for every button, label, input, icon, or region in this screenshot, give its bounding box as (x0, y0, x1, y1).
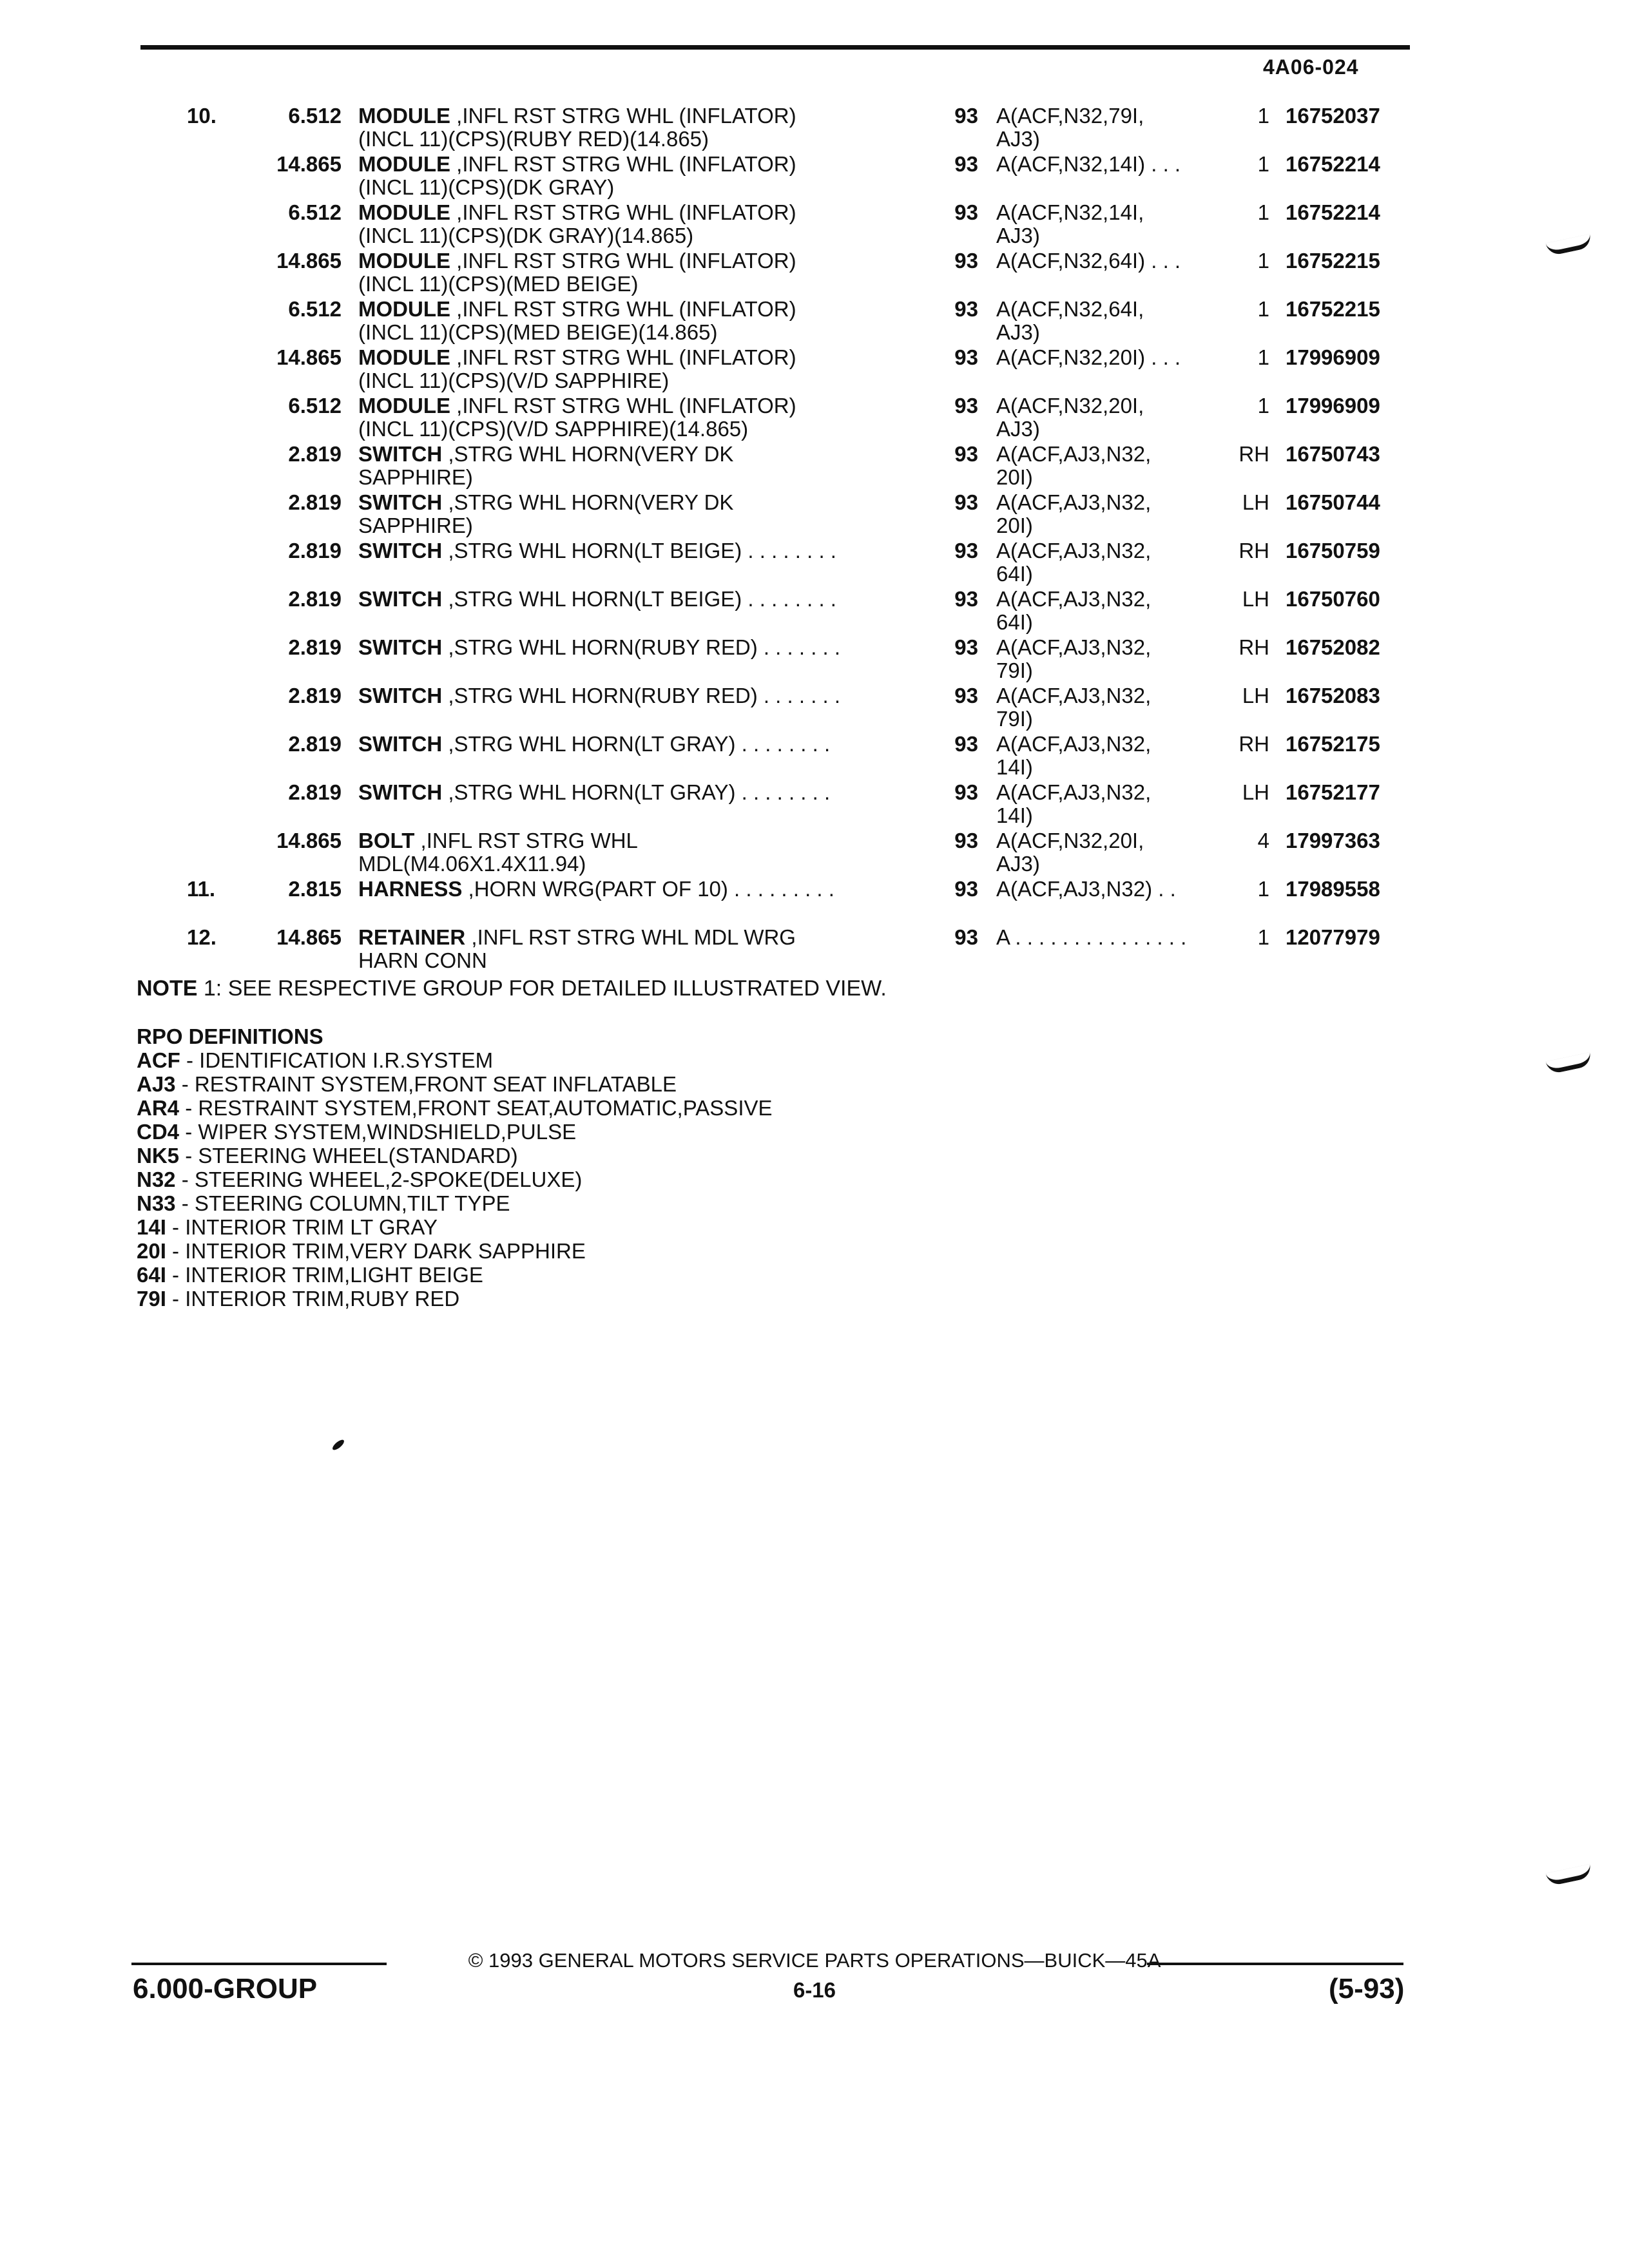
description (358, 298, 912, 344)
rpo-description: - INTERIOR TRIM,VERY DARK SAPPHIRE (166, 1239, 586, 1263)
usage-line-1: A(ACF,AJ3,N32, (996, 732, 1152, 756)
usage-line-1: A(ACF,AJ3,N32, (996, 442, 1152, 466)
description (358, 201, 912, 247)
item-number: 12. (187, 925, 217, 949)
model-year: 93 (954, 249, 978, 273)
description-line-2: (INCL 11)(CPS)(MED BEIGE)(14.865) (358, 320, 718, 344)
usage (996, 539, 1228, 586)
part-number: 16752083 (1286, 684, 1380, 707)
usage-line-2: 14I) (996, 755, 1033, 779)
part-number: 16752214 (1286, 200, 1380, 224)
quantity: LH (1242, 780, 1269, 804)
description-text: ,STRG WHL HORN(LT BEIGE) . . . . . . . . (442, 539, 836, 562)
part-number: 17997363 (1286, 829, 1380, 852)
usage-line-1: A(ACF,N32,64I, (996, 297, 1144, 321)
group-number: 2.819 (288, 635, 342, 659)
description-line-1 (358, 443, 912, 466)
group-number: 2.819 (288, 587, 342, 611)
usage-line-1: A(ACF,AJ3,N32, (996, 780, 1152, 804)
usage-line-1: A(ACF,N32,64I) . . . (996, 249, 1181, 273)
description-text: ,INFL RST STRG WHL (INFLATOR) (450, 345, 796, 369)
model-year: 93 (954, 200, 978, 224)
description-line-2: HARN CONN (358, 948, 487, 972)
usage-line-2: AJ3) (996, 852, 1040, 876)
footer-group: 6.000-GROUP (133, 1973, 318, 2004)
part-number: 16750743 (1286, 442, 1380, 466)
description-text: ,INFL RST STRG WHL (INFLATOR) (450, 249, 796, 273)
rpo-description: - RESTRAINT SYSTEM,FRONT SEAT,AUTOMATIC,PASSIVE (179, 1096, 773, 1120)
rpo-item (137, 1096, 773, 1120)
quantity: 1 (1257, 345, 1269, 369)
part-number: 17996909 (1286, 345, 1380, 369)
table-row (0, 491, 1629, 539)
quantity: RH (1239, 732, 1269, 756)
part-number: 17996909 (1286, 394, 1380, 418)
rpo-code: NK5 (137, 1144, 180, 1168)
rpo-description: - WIPER SYSTEM,WINDSHIELD,PULSE (179, 1120, 577, 1144)
table-row (0, 104, 1629, 153)
group-number: 2.819 (288, 539, 342, 562)
rpo-description: - STEERING WHEEL,2-SPOKE(DELUXE) (175, 1168, 583, 1191)
description-line-1 (358, 781, 912, 804)
usage (996, 201, 1228, 247)
description (358, 733, 912, 756)
description-line-1 (358, 153, 912, 176)
group-number: 2.819 (288, 780, 342, 804)
margin-tick-mark (1546, 1052, 1593, 1075)
usage-line-2: AJ3) (996, 417, 1040, 441)
model-year: 93 (954, 152, 978, 176)
usage (996, 636, 1228, 682)
usage-line-1: A(ACF,N32,20I, (996, 394, 1144, 418)
model-year: 93 (954, 877, 978, 901)
part-number: 16750760 (1286, 587, 1380, 611)
model-year: 93 (954, 587, 978, 611)
group-number: 2.819 (288, 442, 342, 466)
quantity: LH (1242, 684, 1269, 707)
rpo-description: - RESTRAINT SYSTEM,FRONT SEAT INFLATABLE (175, 1072, 677, 1096)
description-line-1 (358, 926, 912, 949)
usage (996, 298, 1228, 344)
description (358, 443, 912, 489)
margin-tick-mark (1546, 1864, 1593, 1887)
model-year: 93 (954, 394, 978, 418)
table-row (0, 781, 1629, 829)
model-year: 93 (954, 539, 978, 562)
part-number: 16750744 (1286, 490, 1380, 514)
description (358, 394, 912, 441)
group-number: 6.512 (288, 200, 342, 224)
rpo-code: CD4 (137, 1120, 180, 1144)
table-row (0, 539, 1629, 588)
model-year: 93 (954, 925, 978, 949)
rpo-code: AR4 (137, 1096, 180, 1120)
description (358, 878, 912, 901)
description-text: ,HORN WRG(PART OF 10) . . . . . . . . . (462, 877, 834, 901)
description-text: ,STRG WHL HORN(LT BEIGE) . . . . . . . . (442, 587, 836, 611)
table-row (0, 588, 1629, 636)
usage-line-2: 64I) (996, 562, 1033, 586)
description (358, 104, 912, 151)
quantity: 1 (1257, 925, 1269, 949)
description-line-1 (358, 878, 912, 901)
description-line-1 (358, 249, 912, 273)
part-number: 17989558 (1286, 877, 1380, 901)
description (358, 153, 912, 199)
description-line-2: (INCL 11)(CPS)(V/D SAPPHIRE) (358, 369, 670, 392)
rpo-description: - STEERING COLUMN,TILT TYPE (175, 1191, 510, 1215)
description-line-1 (358, 588, 912, 611)
quantity: RH (1239, 442, 1269, 466)
description (358, 588, 912, 611)
description-text: ,INFL RST STRG WHL (414, 829, 638, 852)
quantity: 1 (1257, 104, 1269, 128)
note-label: NOTE (137, 976, 198, 1001)
description-line-2: (INCL 11)(CPS)(V/D SAPPHIRE)(14.865) (358, 417, 749, 441)
description-line-1 (358, 829, 912, 852)
group-number: 6.512 (288, 104, 342, 128)
description-line-1 (358, 298, 912, 321)
part-number: 16752177 (1286, 780, 1380, 804)
rpo-description: - IDENTIFICATION I.R.SYSTEM (180, 1048, 494, 1072)
usage-line-2: 20I) (996, 514, 1033, 537)
part-number: 16752215 (1286, 297, 1380, 321)
description-line-2: (INCL 11)(CPS)(DK GRAY)(14.865) (358, 224, 694, 247)
quantity: 1 (1257, 297, 1269, 321)
group-number: 14.865 (276, 152, 342, 176)
usage-line-1: A(ACF,AJ3,N32, (996, 587, 1152, 611)
description-text: ,STRG WHL HORN(VERY DK (442, 490, 734, 514)
rpo-item (137, 1144, 773, 1168)
table-row (0, 201, 1629, 249)
rpo-code: 64I (137, 1263, 166, 1287)
copyright: © 1993 GENERAL MOTORS SERVICE PARTS OPERATIONS—BUICK—45A (468, 1949, 1161, 1972)
part-name: MODULE (358, 345, 450, 369)
part-name: SWITCH (358, 539, 443, 562)
note (137, 976, 887, 1001)
rpo-item (137, 1072, 773, 1096)
usage-line-2: AJ3) (996, 127, 1040, 151)
description (358, 539, 912, 562)
description-line-1 (358, 636, 912, 659)
table-row (0, 684, 1629, 733)
description-text: ,INFL RST STRG WHL (INFLATOR) (450, 200, 796, 224)
item-number: 11. (187, 877, 216, 901)
table-row (0, 878, 1629, 926)
description-line-2: SAPPHIRE) (358, 465, 473, 489)
rpo-code: N33 (137, 1191, 176, 1215)
usage-line-1: A(ACF,N32,79I, (996, 104, 1144, 128)
rpo-code: 14I (137, 1215, 166, 1239)
table-row (0, 733, 1629, 781)
group-number: 6.512 (288, 394, 342, 418)
usage-line-1: A(ACF,N32,14I) . . . (996, 152, 1181, 176)
rpo-item (137, 1120, 773, 1144)
part-name: SWITCH (358, 635, 443, 659)
part-name: MODULE (358, 104, 450, 128)
usage-line-1: A(ACF,N32,20I, (996, 829, 1144, 852)
description-line-1 (358, 491, 912, 514)
quantity: 1 (1257, 394, 1269, 418)
description (358, 829, 912, 876)
group-number: 2.819 (288, 684, 342, 707)
page-number: 6-16 (793, 1978, 836, 2002)
quantity: 1 (1257, 152, 1269, 176)
part-name: SWITCH (358, 780, 443, 804)
usage-line-1: A(ACF,N32,14I, (996, 200, 1144, 224)
description-text: ,STRG WHL HORN(LT GRAY) . . . . . . . . (442, 732, 831, 756)
description-line-2: (INCL 11)(CPS)(DK GRAY) (358, 175, 615, 199)
part-name: MODULE (358, 394, 450, 418)
item-number: 10. (187, 104, 217, 128)
group-number: 14.865 (276, 345, 342, 369)
usage (996, 781, 1228, 827)
part-name: SWITCH (358, 490, 443, 514)
ink-smudge (331, 1438, 346, 1452)
model-year: 93 (954, 104, 978, 128)
description-text: ,INFL RST STRG WHL (INFLATOR) (450, 152, 796, 176)
rpo-item (137, 1239, 773, 1263)
rpo-description: - INTERIOR TRIM,RUBY RED (166, 1287, 460, 1311)
part-name: BOLT (358, 829, 415, 852)
description-text: ,INFL RST STRG WHL (INFLATOR) (450, 297, 796, 321)
description-text: ,STRG WHL HORN(VERY DK (442, 442, 734, 466)
quantity: RH (1239, 635, 1269, 659)
model-year: 93 (954, 732, 978, 756)
description (358, 636, 912, 659)
usage-line-1: A(ACF,AJ3,N32, (996, 490, 1152, 514)
usage-line-2: 14I) (996, 803, 1033, 827)
description-text: ,INFL RST STRG WHL (INFLATOR) (450, 394, 796, 418)
usage (996, 733, 1228, 779)
description (358, 491, 912, 537)
part-name: MODULE (358, 152, 450, 176)
description-line-2: SAPPHIRE) (358, 514, 473, 537)
description-text: ,STRG WHL HORN(LT GRAY) . . . . . . . . (442, 780, 831, 804)
part-number: 16752037 (1286, 104, 1380, 128)
description (358, 926, 912, 972)
rpo-description: - STEERING WHEEL(STANDARD) (179, 1144, 518, 1168)
model-year: 93 (954, 442, 978, 466)
usage (996, 926, 1228, 949)
description-line-2: (INCL 11)(CPS)(MED BEIGE) (358, 272, 639, 296)
usage (996, 346, 1228, 369)
part-number: 16752215 (1286, 249, 1380, 273)
description-text: ,STRG WHL HORN(RUBY RED) . . . . . . . (442, 684, 841, 707)
rpo-item (137, 1215, 773, 1239)
parts-table (0, 104, 1629, 974)
group-number: 14.865 (276, 925, 342, 949)
quantity: RH (1239, 539, 1269, 562)
description-line-1 (358, 104, 912, 128)
usage-line-2: 64I) (996, 610, 1033, 634)
part-name: SWITCH (358, 732, 443, 756)
description-line-1 (358, 733, 912, 756)
description-line-1 (358, 394, 912, 418)
part-name: HARNESS (358, 877, 463, 901)
description (358, 249, 912, 296)
usage-line-1: A(ACF,AJ3,N32, (996, 684, 1152, 707)
usage-line-1: A(ACF,N32,20I) . . . (996, 345, 1181, 369)
usage-line-1: A(ACF,AJ3,N32) . . (996, 877, 1176, 901)
model-year: 93 (954, 297, 978, 321)
rpo-item (137, 1048, 773, 1072)
usage (996, 588, 1228, 634)
top-rule (140, 45, 1410, 50)
model-year: 93 (954, 345, 978, 369)
page-code: 4A06-024 (1263, 55, 1359, 79)
model-year: 93 (954, 490, 978, 514)
rpo-item (137, 1263, 773, 1287)
group-number: 2.819 (288, 732, 342, 756)
part-name: RETAINER (358, 925, 466, 949)
group-number: 2.819 (288, 490, 342, 514)
table-row (0, 298, 1629, 346)
quantity: 1 (1257, 877, 1269, 901)
usage (996, 878, 1228, 901)
rpo-description: - INTERIOR TRIM,LIGHT BEIGE (166, 1263, 483, 1287)
part-name: SWITCH (358, 587, 443, 611)
part-name: SWITCH (358, 684, 443, 707)
rpo-code: N32 (137, 1168, 176, 1191)
quantity: 1 (1257, 249, 1269, 273)
note-text: 1: SEE RESPECTIVE GROUP FOR DETAILED ILLUSTRATED VIEW. (197, 976, 887, 1001)
description-text: ,STRG WHL HORN(RUBY RED) . . . . . . . (442, 635, 841, 659)
table-row (0, 636, 1629, 684)
rpo-code: AJ3 (137, 1072, 176, 1096)
table-row (0, 249, 1629, 298)
usage-line-2: AJ3) (996, 320, 1040, 344)
table-row (0, 829, 1629, 878)
model-year: 93 (954, 635, 978, 659)
usage (996, 684, 1228, 731)
usage-line-1: A(ACF,AJ3,N32, (996, 539, 1152, 562)
group-number: 2.815 (288, 877, 342, 901)
rpo-title: RPO DEFINITIONS (137, 1024, 323, 1048)
model-year: 93 (954, 829, 978, 852)
description-text: ,INFL RST STRG WHL MDL WRG (465, 925, 796, 949)
usage (996, 104, 1228, 151)
description-line-1 (358, 346, 912, 369)
usage-line-2: 79I) (996, 658, 1033, 682)
rpo-code: 20I (137, 1239, 166, 1263)
part-number: 16752175 (1286, 732, 1380, 756)
description-line-1 (358, 201, 912, 224)
description-line-1 (358, 684, 912, 707)
group-number: 14.865 (276, 829, 342, 852)
usage-line-2: 79I) (996, 707, 1033, 731)
rpo-code: 79I (137, 1287, 166, 1311)
model-year: 93 (954, 780, 978, 804)
table-row (0, 346, 1629, 394)
description (358, 346, 912, 392)
usage (996, 443, 1228, 489)
part-number: 16752082 (1286, 635, 1380, 659)
quantity: LH (1242, 490, 1269, 514)
rpo-description: - INTERIOR TRIM LT GRAY (166, 1215, 438, 1239)
part-name: MODULE (358, 297, 450, 321)
rpo-list (137, 1048, 773, 1311)
description (358, 781, 912, 804)
rpo-item (137, 1168, 773, 1191)
part-number: 16752214 (1286, 152, 1380, 176)
description-line-1 (358, 539, 912, 562)
model-year: 93 (954, 684, 978, 707)
table-row (0, 394, 1629, 443)
part-name: SWITCH (358, 442, 443, 466)
quantity: 4 (1257, 829, 1269, 852)
usage-line-1: A . . . . . . . . . . . . . . . (996, 925, 1187, 949)
description (358, 684, 912, 707)
usage (996, 394, 1228, 441)
table-row (0, 153, 1629, 201)
rpo-item (137, 1287, 773, 1311)
part-number: 16750759 (1286, 539, 1380, 562)
table-row (0, 443, 1629, 491)
usage (996, 491, 1228, 537)
quantity: LH (1242, 587, 1269, 611)
group-number: 14.865 (276, 249, 342, 273)
group-number: 6.512 (288, 297, 342, 321)
part-name: MODULE (358, 249, 450, 273)
footer-date: (5-93) (1329, 1973, 1405, 2004)
part-name: MODULE (358, 200, 450, 224)
rpo-definitions (137, 1024, 773, 1311)
usage-line-2: 20I) (996, 465, 1033, 489)
usage-line-1: A(ACF,AJ3,N32, (996, 635, 1152, 659)
description-line-2: MDL(M4.06X1.4X11.94) (358, 852, 586, 876)
usage (996, 153, 1228, 176)
usage (996, 249, 1228, 273)
quantity: 1 (1257, 200, 1269, 224)
table-row (0, 926, 1629, 974)
part-number: 12077979 (1286, 925, 1380, 949)
usage-line-2: AJ3) (996, 224, 1040, 247)
description-line-2: (INCL 11)(CPS)(RUBY RED)(14.865) (358, 127, 709, 151)
rpo-code: ACF (137, 1048, 180, 1072)
description-text: ,INFL RST STRG WHL (INFLATOR) (450, 104, 796, 128)
usage (996, 829, 1228, 876)
rpo-item (137, 1191, 773, 1215)
